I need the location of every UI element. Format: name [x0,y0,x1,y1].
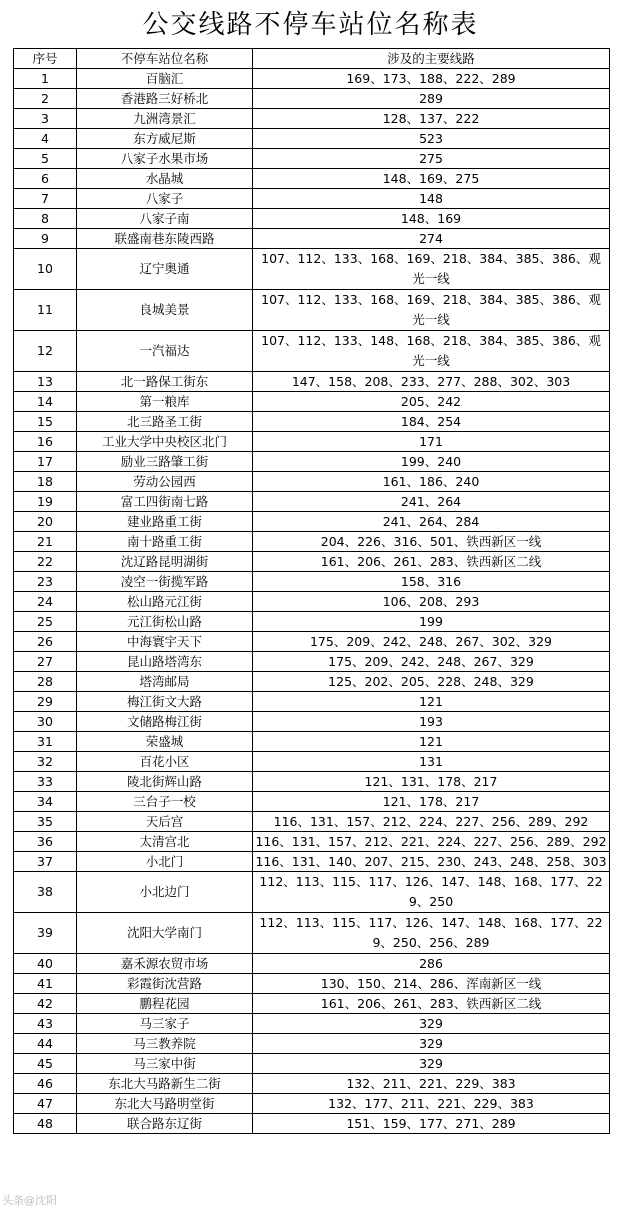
row-routes: 107、112、133、148、168、218、384、385、386、观光一线 [253,331,610,372]
table-row [14,1094,610,1114]
row-stop-name: 昆山路塔湾东 [77,652,253,672]
row-stop-name: 香港路三好桥北 [77,89,253,109]
row-index: 17 [14,452,77,472]
row-stop-name: 一汽福达 [77,331,253,372]
row-routes: 121 [253,732,610,752]
row-index: 37 [14,852,77,872]
row-routes: 184、254 [253,412,610,432]
row-index: 5 [14,149,77,169]
table-row [14,772,610,792]
table-header-row [14,49,610,69]
row-stop-name: 中海寰宇天下 [77,632,253,652]
row-index: 9 [14,229,77,249]
row-routes: 130、150、214、286、浑南新区一线 [253,974,610,994]
row-routes: 169、173、188、222、289 [253,69,610,89]
row-index: 34 [14,792,77,812]
row-stop-name: 彩霞街沈营路 [77,974,253,994]
table-row [14,913,610,954]
row-stop-name: 百花小区 [77,752,253,772]
table-row [14,290,610,331]
row-index: 6 [14,169,77,189]
header-index: 序号 [14,49,77,69]
row-index: 36 [14,832,77,852]
table-row [14,872,610,913]
row-routes: 286 [253,954,610,974]
row-stop-name: 马三家子 [77,1014,253,1034]
row-routes: 175、209、242、248、267、329 [253,652,610,672]
row-stop-name: 松山路元江街 [77,592,253,612]
row-stop-name: 北一路保工街东 [77,372,253,392]
row-routes: 107、112、133、168、169、218、384、385、386、观光一线 [253,249,610,290]
row-index: 45 [14,1054,77,1074]
row-index: 31 [14,732,77,752]
table-row [14,392,610,412]
table-row [14,994,610,1014]
row-stop-name: 三台子一校 [77,792,253,812]
row-routes: 116、131、140、207、215、230、243、248、258、303 [253,852,610,872]
row-index: 48 [14,1114,77,1134]
table-row [14,612,610,632]
row-index: 27 [14,652,77,672]
table-row [14,1014,610,1034]
table-row [14,954,610,974]
row-index: 1 [14,69,77,89]
table-row [14,492,610,512]
row-routes: 204、226、316、501、铁西新区一线 [253,532,610,552]
row-stop-name: 百脑汇 [77,69,253,89]
row-stop-name: 马三家中街 [77,1054,253,1074]
row-routes: 121、131、178、217 [253,772,610,792]
row-index: 42 [14,994,77,1014]
row-routes: 151、159、177、271、289 [253,1114,610,1134]
row-stop-name: 劳动公园西 [77,472,253,492]
row-routes: 116、131、157、212、224、227、256、289、292 [253,812,610,832]
row-stop-name: 沈阳大学南门 [77,913,253,954]
table-row [14,149,610,169]
row-routes: 289 [253,89,610,109]
row-routes: 107、112、133、168、169、218、384、385、386、观光一线 [253,290,610,331]
table-body [14,69,610,1134]
row-index: 22 [14,552,77,572]
table-row [14,129,610,149]
row-routes: 125、202、205、228、248、329 [253,672,610,692]
row-index: 15 [14,412,77,432]
row-stop-name: 荣盛城 [77,732,253,752]
table-row [14,412,610,432]
row-routes: 523 [253,129,610,149]
row-index: 19 [14,492,77,512]
row-routes: 116、131、157、212、221、224、227、256、289、292 [253,832,610,852]
row-index: 12 [14,331,77,372]
row-stop-name: 北三路圣工街 [77,412,253,432]
table-row [14,712,610,732]
row-stop-name: 水晶城 [77,169,253,189]
table-row [14,472,610,492]
row-stop-name: 东北大马路新生二街 [77,1074,253,1094]
row-routes: 205、242 [253,392,610,412]
row-routes: 147、158、208、233、277、288、302、303 [253,372,610,392]
row-routes: 329 [253,1014,610,1034]
row-stop-name: 小北门 [77,852,253,872]
table-row [14,532,610,552]
row-index: 14 [14,392,77,412]
row-index: 46 [14,1074,77,1094]
row-routes: 241、264、284 [253,512,610,532]
row-routes: 199、240 [253,452,610,472]
row-index: 4 [14,129,77,149]
row-routes: 193 [253,712,610,732]
row-index: 38 [14,872,77,913]
row-index: 30 [14,712,77,732]
row-stop-name: 东方威尼斯 [77,129,253,149]
row-stop-name: 太清宫北 [77,832,253,852]
row-stop-name: 嘉禾源农贸市场 [77,954,253,974]
row-stop-name: 凌空一街揽军路 [77,572,253,592]
table-row [14,189,610,209]
row-stop-name: 八家子 [77,189,253,209]
table-row [14,812,610,832]
row-stop-name: 第一粮库 [77,392,253,412]
row-routes: 121、178、217 [253,792,610,812]
table-row [14,832,610,852]
table-row [14,672,610,692]
row-routes: 121 [253,692,610,712]
table-row [14,89,610,109]
row-index: 26 [14,632,77,652]
table-row [14,692,610,712]
row-index: 24 [14,592,77,612]
row-routes: 132、211、221、229、383 [253,1074,610,1094]
row-stop-name: 天后宫 [77,812,253,832]
table-row [14,652,610,672]
page-title: 公交线路不停车站位名称表 [142,10,479,40]
row-routes: 158、316 [253,572,610,592]
row-routes: 171 [253,432,610,452]
row-routes: 275 [253,149,610,169]
row-stop-name: 联合路东辽街 [77,1114,253,1134]
row-index: 8 [14,209,77,229]
table-row [14,169,610,189]
table-row [14,1054,610,1074]
table-row [14,852,610,872]
table-row [14,432,610,452]
table-row [14,792,610,812]
table-row [14,372,610,392]
table-row [14,109,610,129]
row-routes: 131 [253,752,610,772]
row-stop-name: 工业大学中央校区北门 [77,432,253,452]
table-row [14,249,610,290]
row-routes: 148、169、275 [253,169,610,189]
table-row [14,752,610,772]
row-routes: 161、206、261、283、铁西新区二线 [253,552,610,572]
row-stop-name: 建业路重工街 [77,512,253,532]
row-index: 35 [14,812,77,832]
row-routes: 128、137、222 [253,109,610,129]
row-stop-name: 元江街松山路 [77,612,253,632]
row-stop-name: 富工四街南七路 [77,492,253,512]
header-stop-name: 不停车站位名称 [77,49,253,69]
row-routes: 199 [253,612,610,632]
row-stop-name: 八家子水果市场 [77,149,253,169]
row-stop-name: 励业三路肇工街 [77,452,253,472]
row-index: 10 [14,249,77,290]
row-stop-name: 沈辽路昆明湖街 [77,552,253,572]
row-routes: 132、177、211、221、229、383 [253,1094,610,1114]
row-routes: 175、209、242、248、267、302、329 [253,632,610,652]
table-row [14,512,610,532]
row-stop-name: 马三教养院 [77,1034,253,1054]
row-routes: 148、169 [253,209,610,229]
table-row [14,1034,610,1054]
row-index: 28 [14,672,77,692]
row-index: 18 [14,472,77,492]
row-stop-name: 辽宁奥通 [77,249,253,290]
row-routes: 112、113、115、117、126、147、148、168、177、229、250、256、289 [253,913,610,954]
table-row [14,572,610,592]
row-index: 43 [14,1014,77,1034]
watermark: 头条@沈阳 [2,1194,57,1207]
row-routes: 161、206、261、283、铁西新区二线 [253,994,610,1014]
row-stop-name: 陵北街辉山路 [77,772,253,792]
table-row [14,632,610,652]
table-row [14,452,610,472]
row-stop-name: 九洲湾景汇 [77,109,253,129]
row-routes: 329 [253,1054,610,1074]
table-row [14,69,610,89]
row-stop-name: 联盛南巷东陵西路 [77,229,253,249]
row-index: 2 [14,89,77,109]
row-stop-name: 良城美景 [77,290,253,331]
table-row [14,592,610,612]
row-stop-name: 八家子南 [77,209,253,229]
row-stop-name: 东北大马路明堂街 [77,1094,253,1114]
row-routes: 241、264 [253,492,610,512]
row-index: 3 [14,109,77,129]
row-index: 20 [14,512,77,532]
row-index: 41 [14,974,77,994]
row-index: 23 [14,572,77,592]
table-row [14,331,610,372]
row-index: 44 [14,1034,77,1054]
row-index: 25 [14,612,77,632]
table-row [14,732,610,752]
table-row [14,974,610,994]
row-stop-name: 鹏程花园 [77,994,253,1014]
bus-stop-table [13,48,610,1134]
row-index: 39 [14,913,77,954]
row-index: 16 [14,432,77,452]
row-routes: 274 [253,229,610,249]
row-index: 32 [14,752,77,772]
row-routes: 161、186、240 [253,472,610,492]
row-index: 29 [14,692,77,712]
row-index: 11 [14,290,77,331]
table-row [14,229,610,249]
table-row [14,1114,610,1134]
header-routes: 涉及的主要线路 [253,49,610,69]
row-index: 40 [14,954,77,974]
row-routes: 148 [253,189,610,209]
table-row [14,1074,610,1094]
row-stop-name: 梅江街文大路 [77,692,253,712]
row-stop-name: 文储路梅江街 [77,712,253,732]
row-routes: 112、113、115、117、126、147、148、168、177、229、250 [253,872,610,913]
row-stop-name: 小北边门 [77,872,253,913]
row-index: 7 [14,189,77,209]
row-stop-name: 塔湾邮局 [77,672,253,692]
row-index: 21 [14,532,77,552]
row-stop-name: 南十路重工街 [77,532,253,552]
row-index: 13 [14,372,77,392]
row-index: 47 [14,1094,77,1114]
table-row [14,209,610,229]
row-routes: 329 [253,1034,610,1054]
row-routes: 106、208、293 [253,592,610,612]
row-index: 33 [14,772,77,792]
table-row [14,552,610,572]
